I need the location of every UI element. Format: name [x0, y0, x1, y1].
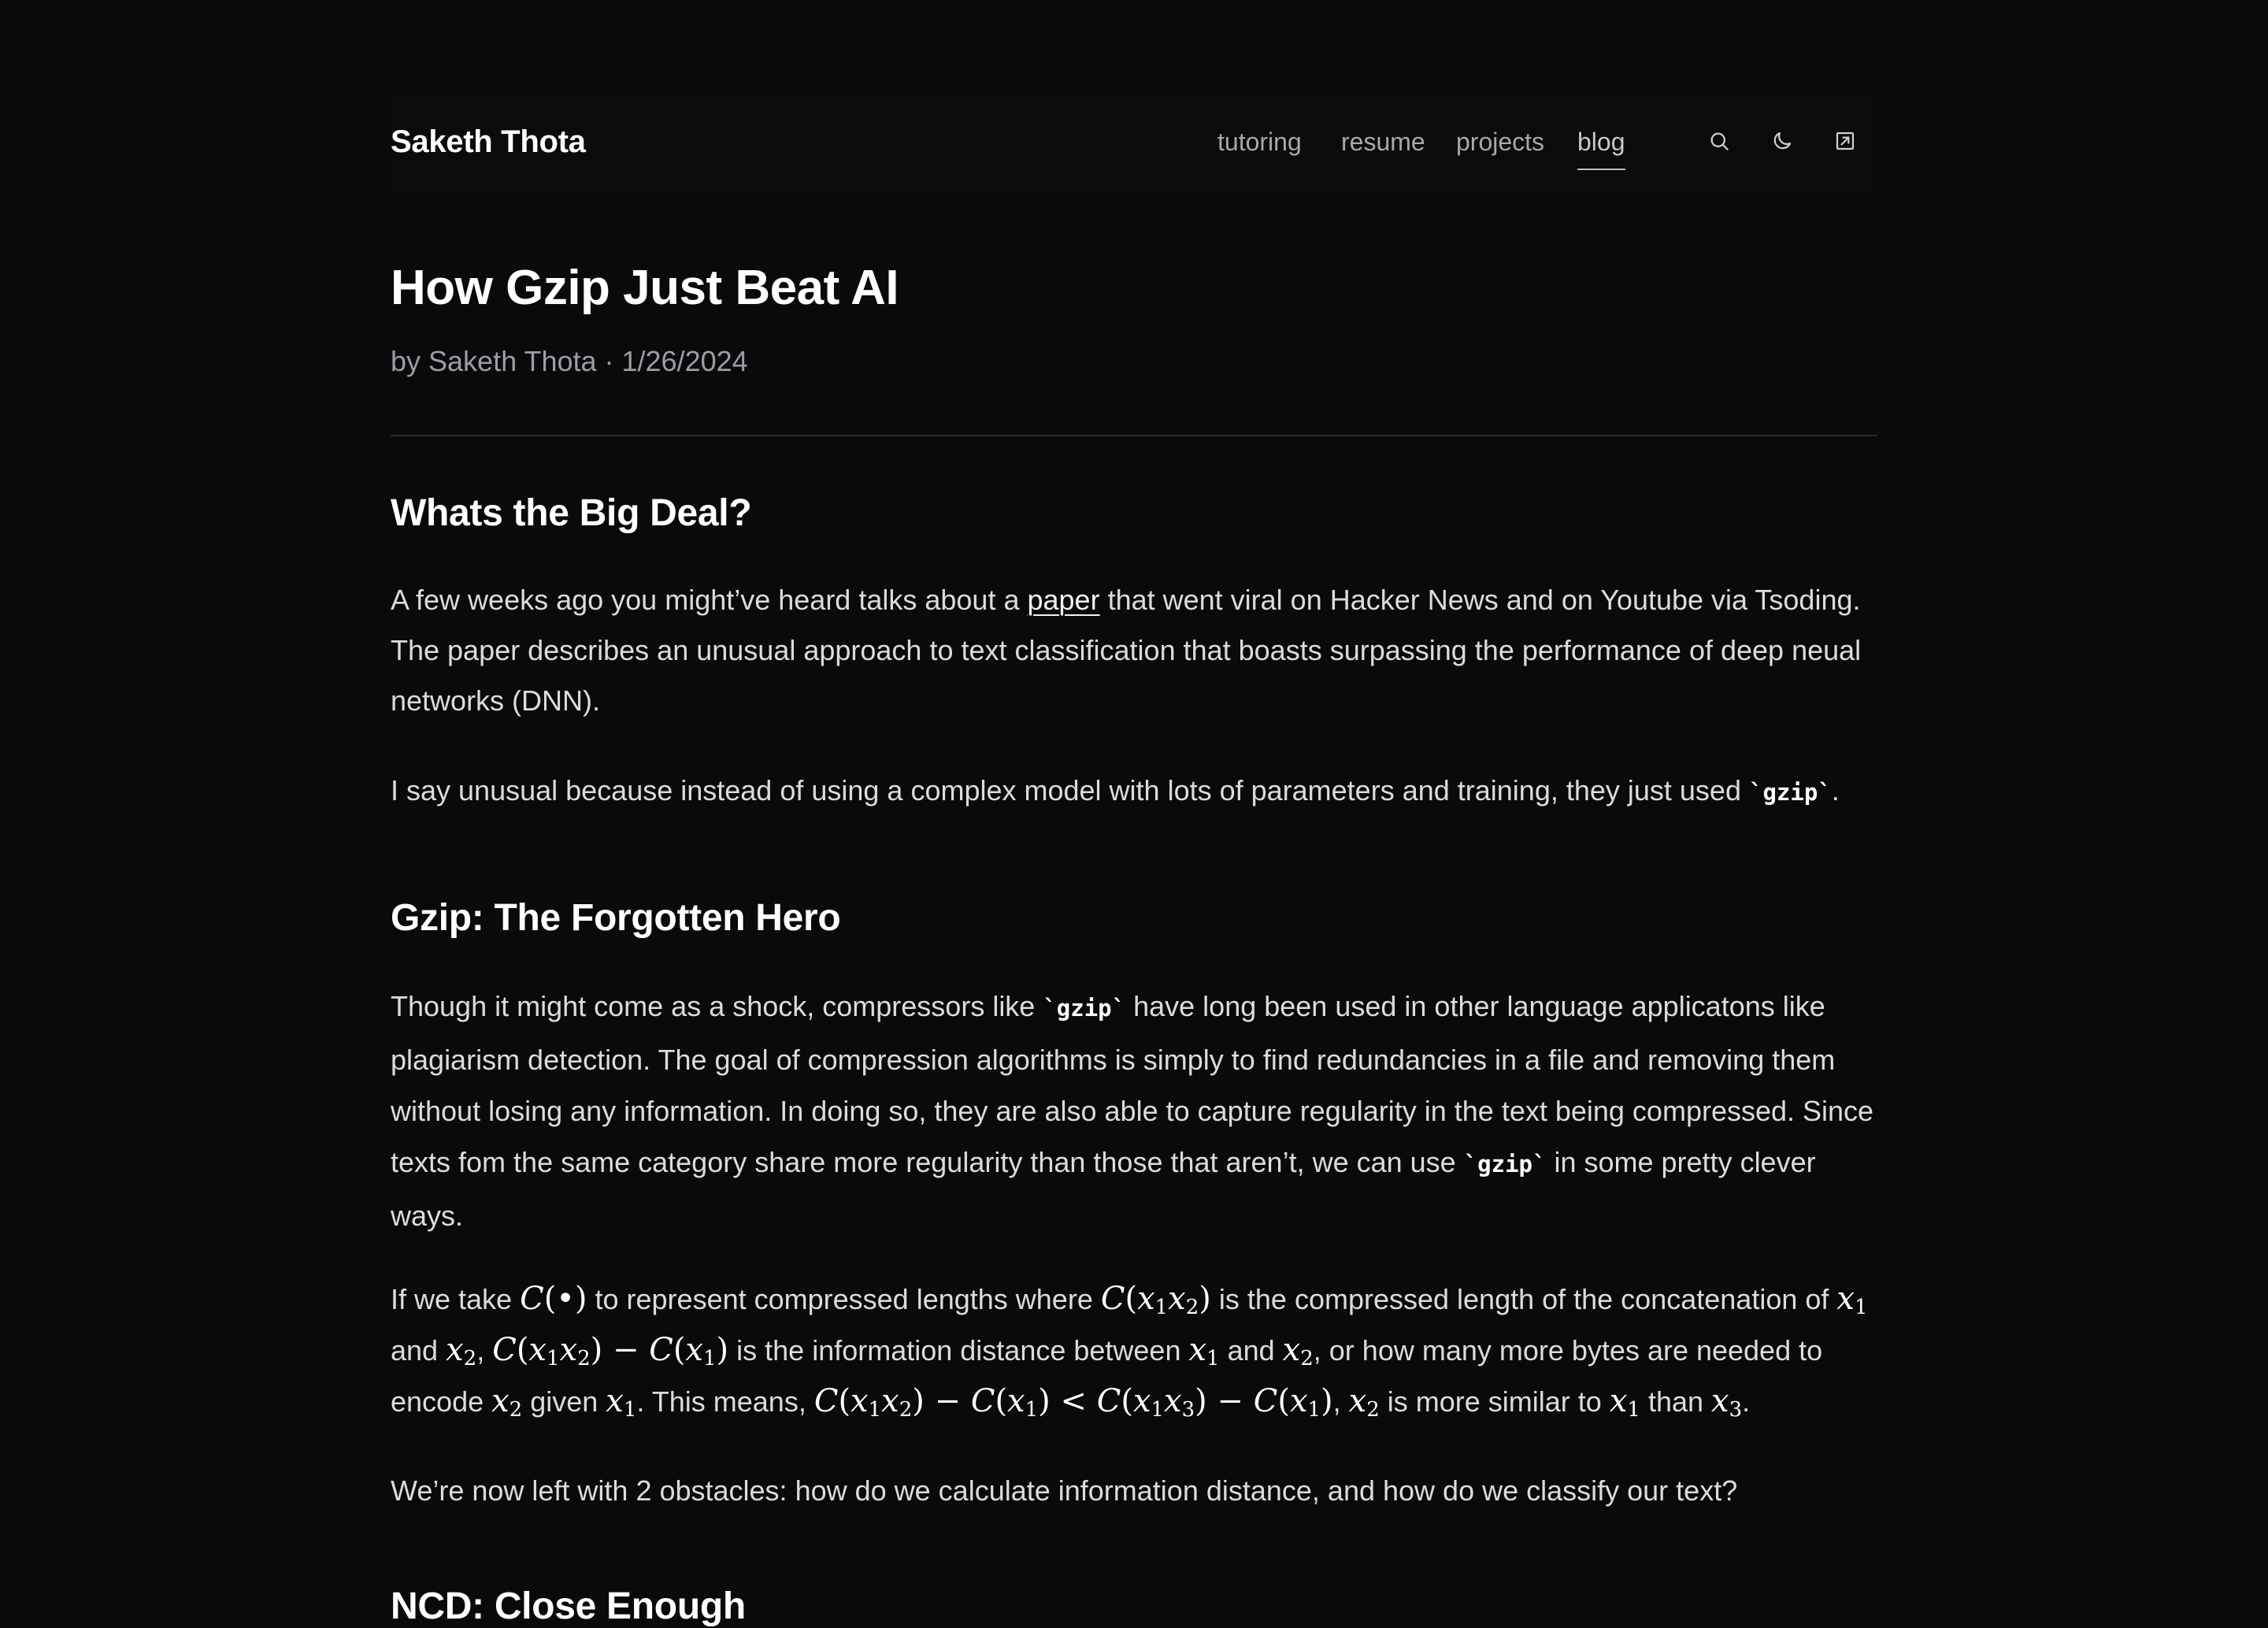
math-x2: $x_2$	[446, 1332, 477, 1370]
math-c-bullet: C(•)	[520, 1281, 587, 1317]
math-x1: $x_1$	[606, 1383, 637, 1422]
section-heading: NCD: Close Enough	[391, 1585, 746, 1627]
paragraph-text: .	[1831, 774, 1840, 807]
math-distance: $C(x_1x_2) - C(x_1)$	[492, 1332, 729, 1370]
site-title[interactable]: Saketh Thota	[391, 124, 586, 159]
inline-code: `gzip`	[1748, 779, 1832, 806]
paragraph-text: is more similar to	[1379, 1385, 1610, 1418]
paragraph-text: .	[1742, 1385, 1751, 1418]
math-x1: $x_1$	[1836, 1281, 1868, 1319]
paper-link[interactable]: paper	[1027, 584, 1100, 616]
active-nav-indicator	[1577, 169, 1625, 170]
inline-code: `gzip`	[1463, 1151, 1547, 1177]
paragraph-text: ,	[1332, 1385, 1349, 1418]
inline-code: `gzip`	[1043, 995, 1126, 1022]
math-inequality: $C(x_1x_2) - C(x_1) < C(x_1x_3) - C(x_1)$	[813, 1383, 1333, 1422]
post-meta: by Saketh Thota · 1/26/2024	[391, 345, 748, 377]
paragraph-text: than	[1640, 1385, 1712, 1418]
paragraph-text: A few weeks ago you might’ve heard talks about a	[391, 584, 1028, 616]
paragraph	[391, 766, 1877, 818]
divider	[391, 435, 1877, 436]
paragraph-text: . This means,	[636, 1385, 814, 1418]
paragraph-text: I say unusual because instead of using a complex model with lots of parameters and training, they just used	[391, 774, 1749, 807]
paragraph-text: is the information distance between	[728, 1334, 1189, 1367]
section-heading: Whats the Big Deal?	[391, 492, 752, 534]
paragraph: We’re now left with 2 obstacles: how do we calculate information distance, and how do we classify our text?	[391, 1474, 1738, 1507]
math-x2: $x_2$	[491, 1383, 523, 1422]
math-c-x1x2: $C(x_1x_2)$	[1100, 1281, 1211, 1319]
nav-link-resume[interactable]: resume	[1341, 128, 1425, 156]
paragraph-text: have long been used in other language applicatons like plagiarism detection. The goal of compression algorithms is simply to find redundancies in a file and removing them without losing any information. In doing so, they are also able to capture regularity in the text being compressed. Since texts fom the same category share more regularity than those that aren’t, we can use	[391, 990, 1874, 1178]
paragraph-text: and	[391, 1334, 447, 1367]
math-x1: $x_1$	[1188, 1332, 1220, 1370]
math-x3: $x_3$	[1711, 1383, 1743, 1422]
paragraph-text: is the compressed length of the concatenation of	[1210, 1283, 1837, 1315]
nav-link-projects[interactable]: projects	[1456, 128, 1545, 156]
paragraph-math	[391, 1274, 1877, 1427]
nav-link-tutoring[interactable]: tutoring	[1217, 128, 1302, 156]
rss-icon[interactable]	[1832, 128, 1858, 154]
moon-icon[interactable]	[1769, 128, 1796, 154]
paragraph-text: Though it might come as a shock, compressors like	[391, 990, 1043, 1022]
nav-link-blog[interactable]: blog	[1577, 128, 1625, 156]
paragraph-text: and	[1219, 1334, 1283, 1367]
paragraph-text: in some pretty clever ways.	[391, 1146, 1816, 1232]
paragraph-text: If we take	[391, 1283, 521, 1315]
paragraph-text: given	[522, 1385, 606, 1418]
search-icon[interactable]	[1706, 128, 1732, 154]
post-title: How Gzip Just Beat AI	[391, 261, 899, 315]
paragraph-text: that went viral on Hacker News and on Youtube via Tsoding. The paper describes an unusual approach to text classification that boasts surpassing the performance of deep neual networks (DNN).	[391, 584, 1862, 717]
paragraph-text: ,	[476, 1334, 493, 1367]
paragraph	[391, 575, 1877, 726]
paragraph	[391, 981, 1877, 1241]
site-header	[391, 93, 1877, 197]
math-x1: $x_1$	[1609, 1383, 1640, 1422]
math-x2: $x_2$	[1282, 1332, 1314, 1370]
section-heading: Gzip: The Forgotten Hero	[391, 897, 841, 939]
paragraph-text: to represent compressed lengths where	[587, 1283, 1101, 1315]
paragraph-text: , or how many more bytes are needed to encode	[391, 1334, 1823, 1418]
math-x2: $x_2$	[1348, 1383, 1380, 1422]
